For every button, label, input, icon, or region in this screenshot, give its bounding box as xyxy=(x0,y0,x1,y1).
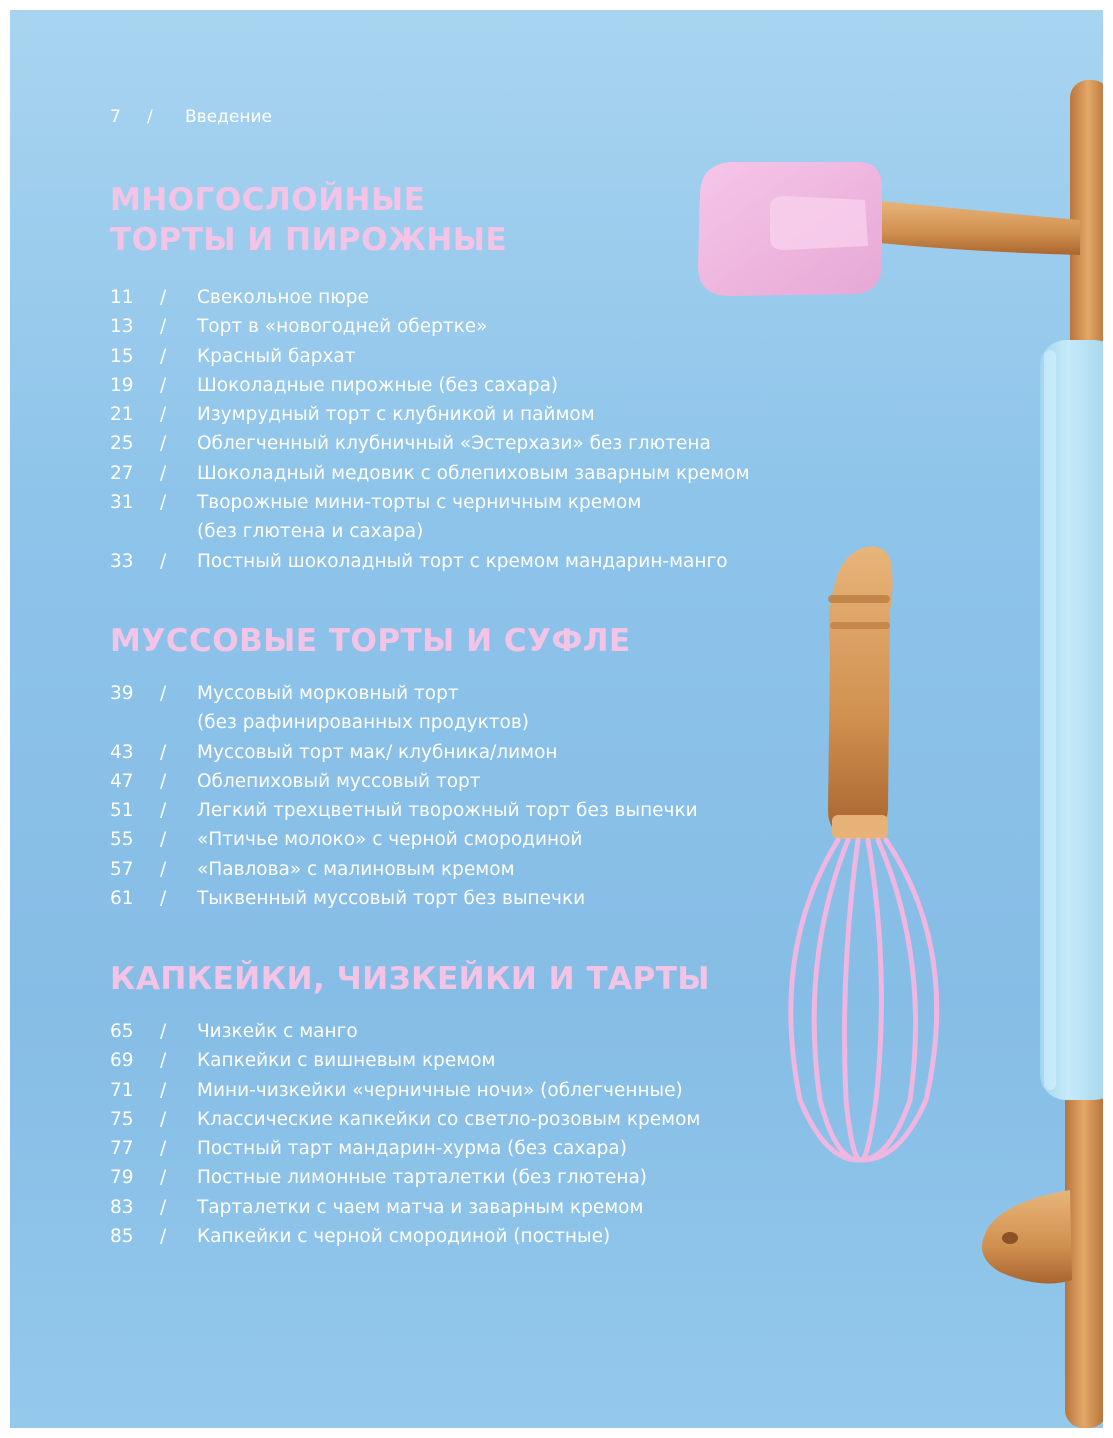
section-title-mousse-cakes xyxy=(110,621,631,661)
toc-entry[interactable] xyxy=(110,855,698,884)
page-number: 61 xyxy=(110,888,134,910)
page-number: 25 xyxy=(110,433,134,455)
toc-entry[interactable] xyxy=(110,1046,700,1075)
page-number: 65 xyxy=(110,1021,134,1042)
toc-entry[interactable] xyxy=(110,488,750,517)
entry-title: «Павлова» с малиновым кремом xyxy=(197,858,515,880)
page-number: 27 xyxy=(110,462,134,484)
separator: / xyxy=(160,683,167,704)
page-number: 11 xyxy=(110,287,134,308)
separator: / xyxy=(160,404,167,426)
whisk xyxy=(791,546,937,1160)
page-number: 51 xyxy=(110,800,134,822)
page-number: 39 xyxy=(110,683,134,704)
intro-title: Введение xyxy=(185,107,272,127)
page-number: 69 xyxy=(110,1050,134,1072)
page-number: 33 xyxy=(110,550,134,572)
toc-entry[interactable] xyxy=(110,312,750,341)
section-title-line: МНОГОСЛОЙНЫЕ xyxy=(110,182,426,218)
page-number: 15 xyxy=(110,345,134,367)
toc-entry[interactable] xyxy=(110,459,750,488)
toc-list-cupcakes xyxy=(110,1017,700,1251)
separator: / xyxy=(160,829,167,851)
separator: / xyxy=(160,287,167,308)
page-number: 57 xyxy=(110,858,134,880)
section-title-line: ТОРТЫ И ПИРОЖНЫЕ xyxy=(110,222,508,258)
entry-title: Муссовый торт мак/ клубника/лимон xyxy=(197,741,558,763)
toc-entry[interactable] xyxy=(110,679,698,708)
toc-entry[interactable] xyxy=(110,884,698,913)
separator: / xyxy=(160,462,167,484)
toc-entry[interactable] xyxy=(110,825,698,854)
entry-title: Постный шоколадный торт с кремом мандарин-манго xyxy=(197,550,728,572)
toc-entry[interactable] xyxy=(110,1222,700,1251)
entry-title: Изумрудный торт с клубникой и паймом xyxy=(197,404,595,426)
entry-title: Облегченный клубничный «Эстерхази» без глютена xyxy=(197,433,711,455)
toc-entry[interactable] xyxy=(110,1163,700,1192)
separator: / xyxy=(160,1079,167,1101)
page-number: 13 xyxy=(110,316,134,338)
entry-title: Муссовый морковный торт xyxy=(197,683,459,704)
toc-list-layered-cakes xyxy=(110,283,750,576)
separator: / xyxy=(160,741,167,763)
separator: / xyxy=(160,345,167,367)
page-number: 75 xyxy=(110,1108,134,1130)
separator: / xyxy=(160,858,167,880)
separator: / xyxy=(160,1167,167,1189)
separator: / xyxy=(160,550,167,572)
entry-title: Мини-чизкейки «черничные ночи» (облегченные) xyxy=(197,1079,683,1101)
section-title-layered-cakes xyxy=(110,180,507,260)
page-number: 55 xyxy=(110,829,134,851)
toc-entry[interactable] xyxy=(110,1017,700,1046)
entry-title: Красный бархат xyxy=(197,345,356,367)
entry-title: Капкейки с черной смородиной (постные) xyxy=(197,1226,611,1248)
entry-title: Облепиховый муссовый торт xyxy=(197,770,481,792)
page-number: 43 xyxy=(110,741,134,763)
entry-title: Свекольное пюре xyxy=(197,287,369,308)
page-number: 77 xyxy=(110,1138,134,1160)
page-number: 31 xyxy=(110,492,134,514)
toc-entry[interactable] xyxy=(110,767,698,796)
toc-entry[interactable] xyxy=(110,738,698,767)
toc-entry[interactable] xyxy=(110,1105,700,1134)
page-number: 19 xyxy=(110,374,134,396)
intro-entry[interactable] xyxy=(110,107,272,127)
separator: / xyxy=(160,316,167,338)
spatula xyxy=(698,162,1080,296)
entry-title: Капкейки с вишневым кремом xyxy=(197,1050,496,1072)
entry-title: Шоколадные пирожные (без сахара) xyxy=(197,374,559,396)
entry-title: Шоколадный медовик с облепиховым заварным кремом xyxy=(197,462,750,484)
entry-title: Тарталетки с чаем матча и заварным кремом xyxy=(197,1196,644,1218)
separator: / xyxy=(160,800,167,822)
separator: / xyxy=(160,1226,167,1248)
entry-title: Творожные мини-торты с черничным кремом xyxy=(197,492,642,514)
entry-title: «Птичье молоко» с черной смородиной xyxy=(197,829,583,851)
toc-entry[interactable] xyxy=(110,796,698,825)
page-number: 83 xyxy=(110,1196,134,1218)
rolling-pin xyxy=(982,80,1103,1428)
intro-separator: / xyxy=(147,107,153,127)
separator: / xyxy=(160,1196,167,1218)
page-number: 21 xyxy=(110,404,134,426)
page-number: 47 xyxy=(110,770,134,792)
intro-page-number: 7 xyxy=(110,107,121,127)
section-title-cupcakes xyxy=(110,959,710,999)
page-number: 71 xyxy=(110,1079,134,1101)
separator: / xyxy=(160,433,167,455)
separator: / xyxy=(160,1108,167,1130)
separator: / xyxy=(160,888,167,910)
entry-title: Торт в «новогодней обертке» xyxy=(197,316,488,338)
separator: / xyxy=(160,770,167,792)
toc-entry[interactable] xyxy=(110,429,750,458)
entry-title: Тыквенный муссовый торт без выпечки xyxy=(197,888,586,910)
separator: / xyxy=(160,492,167,514)
section-title-line: КАПКЕЙКИ, ЧИЗКЕЙКИ И ТАРТЫ xyxy=(110,961,711,997)
section-title-line: МУССОВЫЕ ТОРТЫ И СУФЛЕ xyxy=(110,623,631,659)
separator: / xyxy=(160,1138,167,1160)
toc-entry[interactable] xyxy=(110,1076,700,1105)
toc-page xyxy=(10,10,1103,1428)
toc-entry[interactable] xyxy=(110,1134,700,1163)
toc-entry[interactable] xyxy=(110,1193,700,1222)
entry-title: Постный тарт мандарин-хурма (без сахара) xyxy=(197,1138,627,1160)
toc-entry[interactable] xyxy=(110,283,750,312)
toc-list-mousse-cakes xyxy=(110,679,698,913)
toc-entry[interactable] xyxy=(110,371,750,400)
separator: / xyxy=(160,1021,167,1042)
entry-title: Постные лимонные тарталетки (без глютена) xyxy=(197,1167,648,1189)
separator: / xyxy=(160,1050,167,1072)
entry-title: Легкий трехцветный творожный торт без выпечки xyxy=(197,800,698,822)
toc-entry[interactable] xyxy=(110,547,750,576)
entry-title: Чизкейк с манго xyxy=(197,1021,358,1042)
page-number: 79 xyxy=(110,1167,134,1189)
toc-entry[interactable] xyxy=(110,400,750,429)
page-number: 85 xyxy=(110,1226,134,1248)
toc-entry-continuation: (без глютена и сахара) xyxy=(197,521,424,543)
separator: / xyxy=(160,374,167,396)
toc-entry[interactable] xyxy=(110,342,750,371)
toc-entry-continuation: (без рафинированных продуктов) xyxy=(197,712,529,734)
entry-title: Классические капкейки со светло-розовым кремом xyxy=(197,1108,701,1130)
